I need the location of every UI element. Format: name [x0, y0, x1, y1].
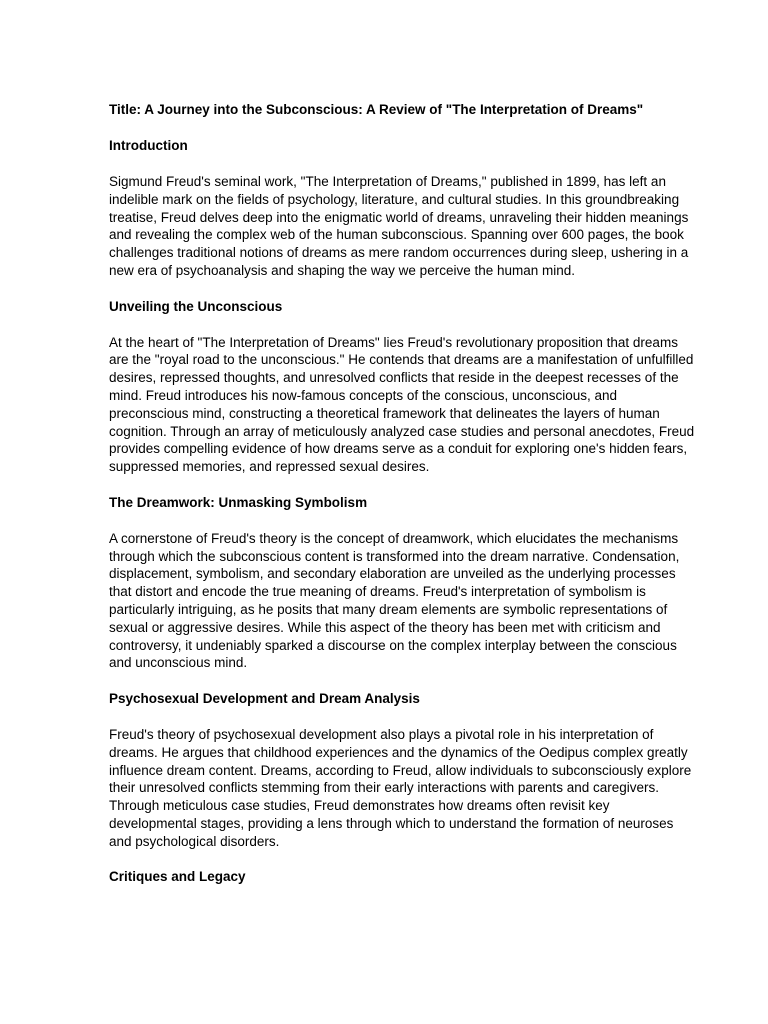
section-heading-dreamwork: The Dreamwork: Unmasking Symbolism [109, 494, 368, 510]
section-paragraph-unconscious: At the heart of "The Interpretation of Dreams" lies Freud's revolutionary proposition that dreams are the "royal road to the unconscious." He contends that dreams are a manifestation of unfulfilled desires, repressed thoughts, and unresolved conflicts that reside in the deepest recesses of the mind. Freud introduces his now-famous concepts of the conscious, unconscious, and preconscious mind, constructing a theoretical framework that delineates the layers of human cognition. Through an array of meticulously analyzed case studies and personal anecdotes, Freud provides compelling evidence of how dreams serve as a conduit for exploring one's hidden fears, suppressed memories, and repressed sexual desires. [109, 334, 695, 475]
section-paragraph-dreamwork: A cornerstone of Freud's theory is the concept of dreamwork, which elucidates the mechanisms through which the subconscious content is transformed into the dream narrative. Condensation, displacement, symbolism, and secondary elaboration are unveiled as the underlying processes that distort and encode the true meaning of dreams. Freud's interpretation of symbolism is particularly intriguing, as he posits that many dream elements are symbolic representations of sexual or aggressive desires. While this aspect of the theory has been met with criticism and controversy, it undeniably sparked a discourse on the complex interplay between the conscious and unconscious mind. [109, 530, 680, 671]
section-heading-psychosexual: Psychosexual Development and Dream Analysis [109, 690, 420, 706]
document-title: Title: A Journey into the Subconscious: A Review of "The Interpretation of Dreams" [109, 102, 644, 117]
document-page [109, 101, 699, 904]
section-heading-critiques: Critiques and Legacy [109, 869, 246, 885]
section-heading-introduction: Introduction [109, 138, 188, 153]
section-heading-unconscious: Unveiling the Unconscious [109, 298, 283, 314]
section-paragraph-psychosexual: Freud's theory of psychosexual development also plays a pivotal role in his interpretation of dreams. He argues that childhood experiences and the dynamics of the Oedipus complex greatly influence dream content. Dreams, according to Freud, allow individuals to subconsciously explore their unresolved conflicts stemming from their early interactions with parents and caregivers. Through meticulous case studies, Freud demonstrates how dreams often revisit key developmental stages, providing a lens through which to understand the formation of neuroses and psychological disorders. [109, 726, 692, 849]
section-paragraph-introduction: Sigmund Freud's seminal work, "The Interpretation of Dreams," published in 1899, has left an indelible mark on the fields of psychology, literature, and cultural studies. In this groundbreaking treatise, Freud delves deep into the enigmatic world of dreams, unraveling their hidden meanings and revealing the complex web of the human subconscious. Spanning over 600 pages, the book challenges traditional notions of dreams as mere random occurrences during sleep, ushering in a new era of psychoanalysis and shaping the way we perceive the human mind. [109, 174, 689, 278]
